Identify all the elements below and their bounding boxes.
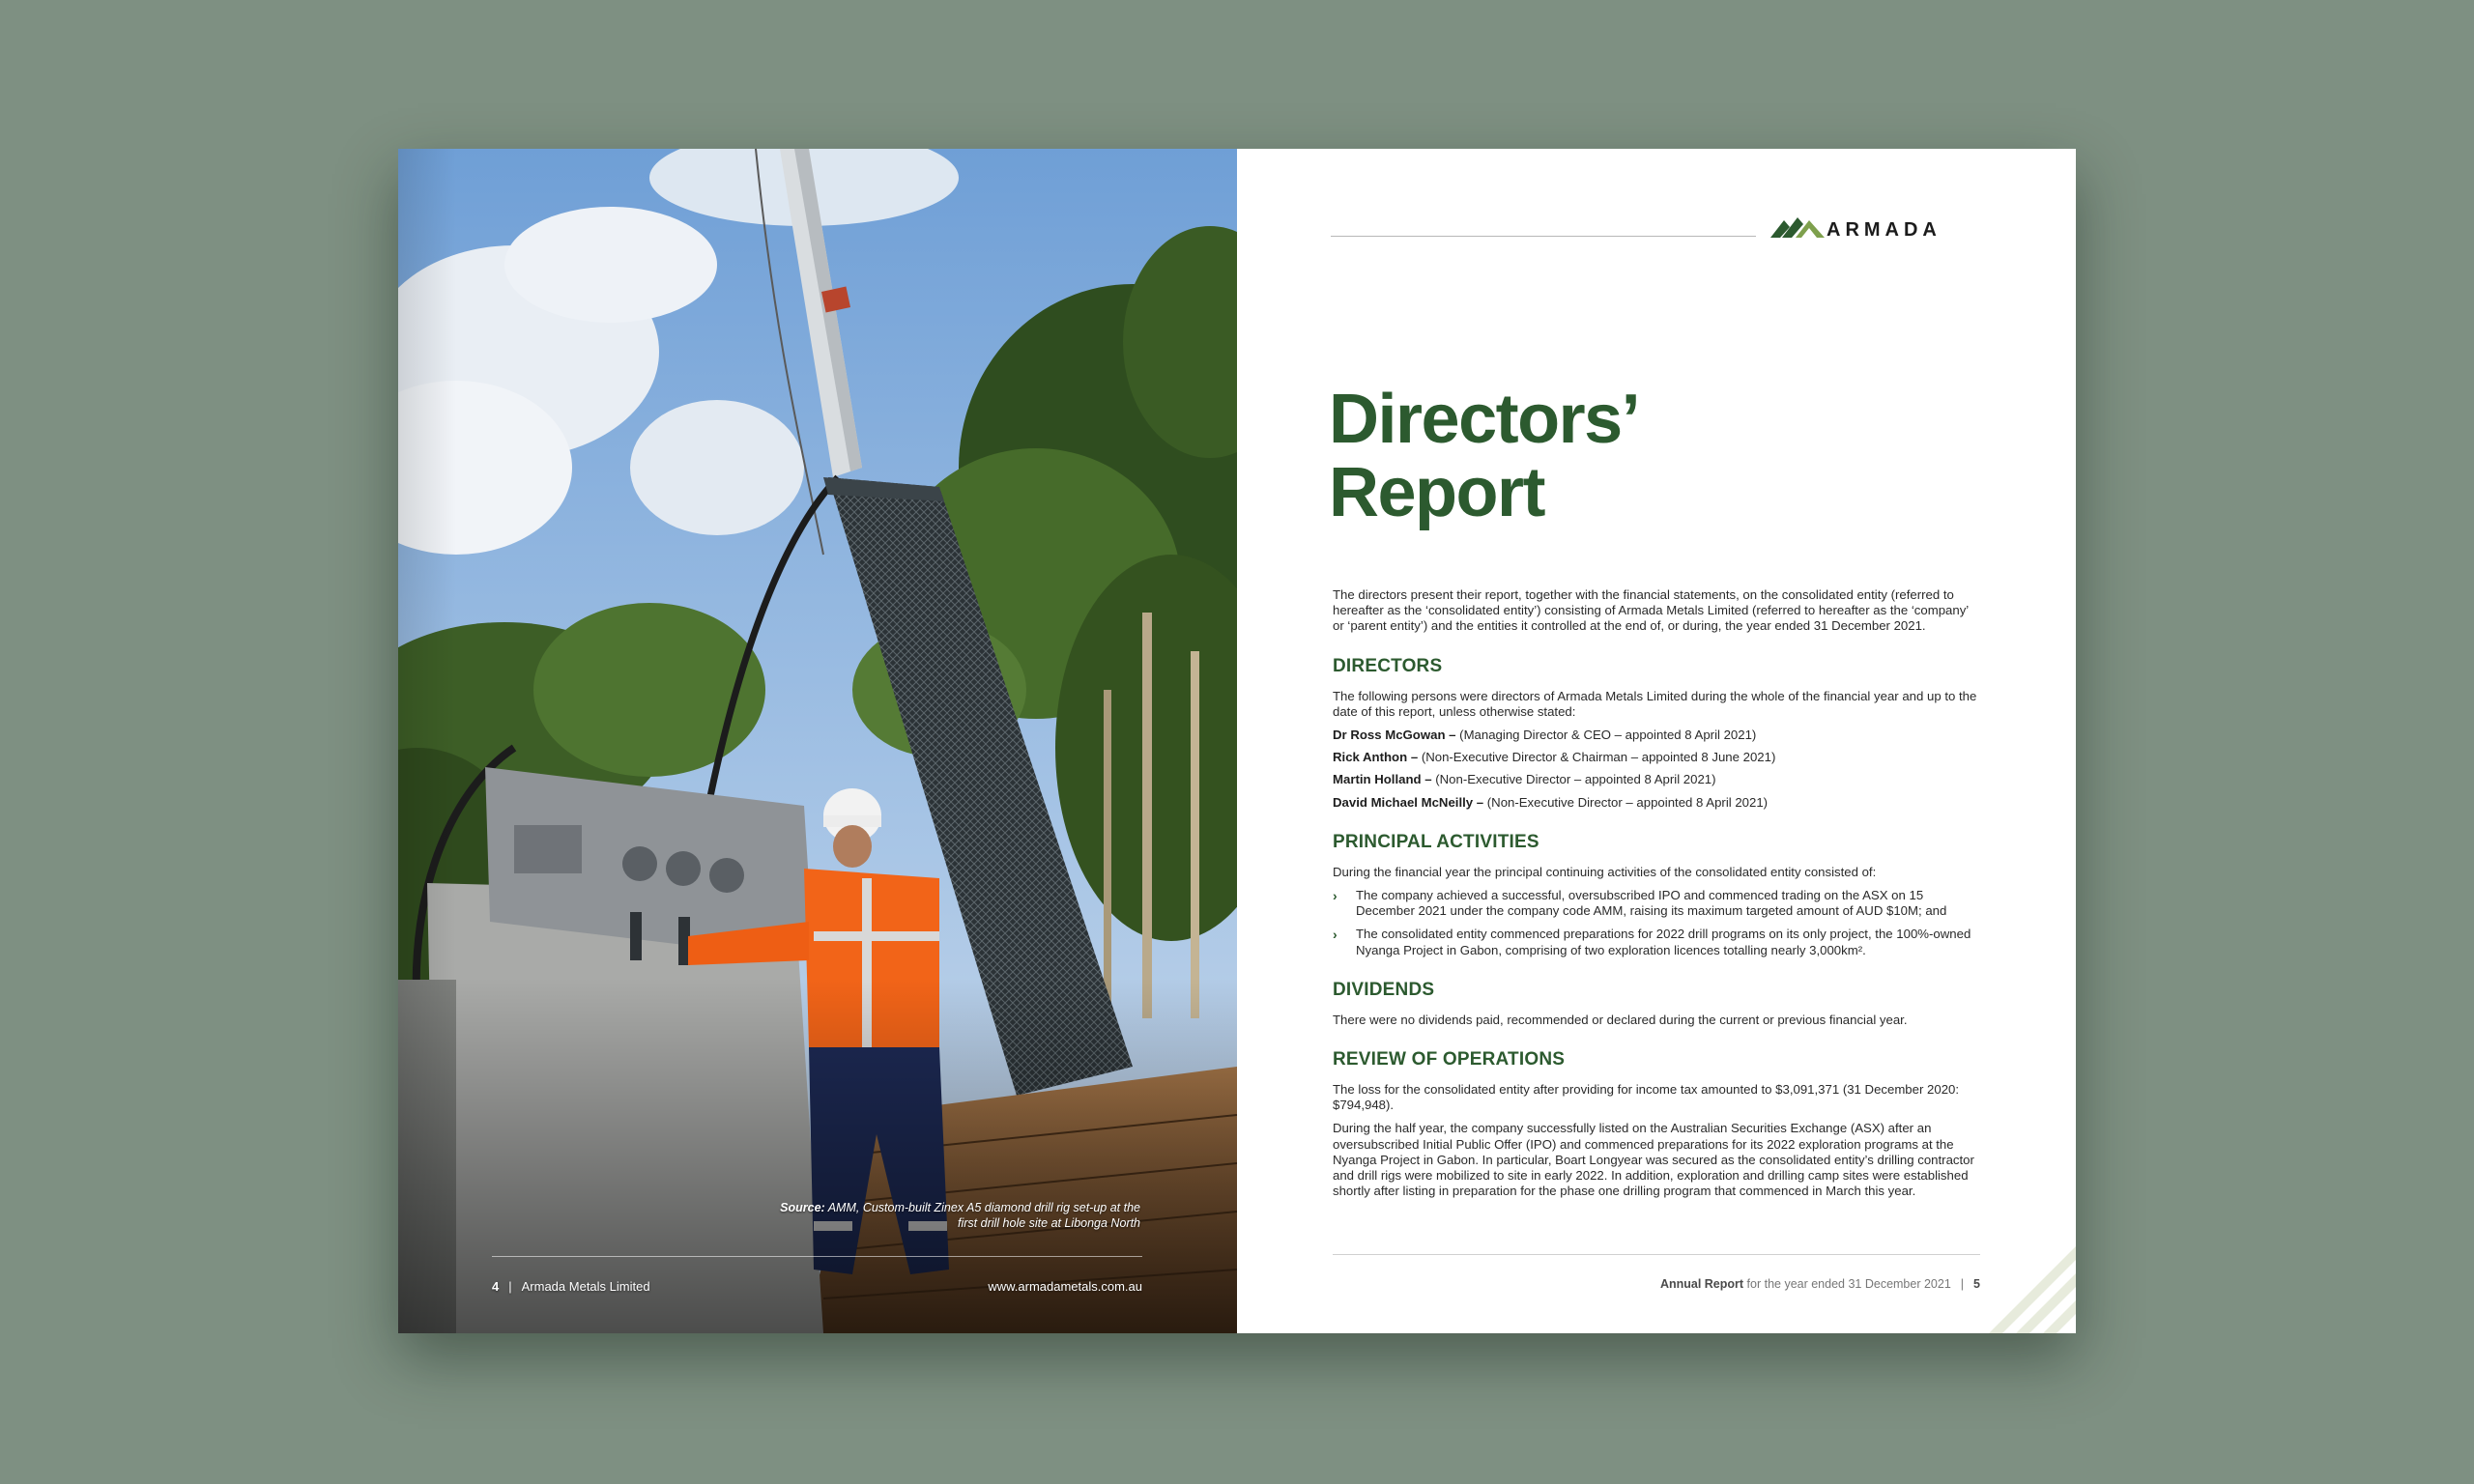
left-footer-rule (492, 1256, 1142, 1257)
intro-paragraph: The directors present their report, together with the financial statements, on the consolidated entity (referred to hereafter as the ‘consolidated entity’) consisting of Armada Metals Limited (referred to hereafter as the ‘company’ or ‘parent entity’) and the entities it controlled at the end of, or during, the year ended 31 December 2021. (1333, 587, 1969, 634)
director-name: David Michael McNeilly – (1333, 794, 1484, 810)
chevron-right-icon: › (1333, 888, 1338, 904)
caption-source: Source: (780, 1201, 825, 1214)
director-name: Rick Anthon – (1333, 750, 1419, 765)
review-paragraph-1: The loss for the consolidated entity after providing for income tax amounted to $3,091,371 (31 December 2020: $794,948). (1333, 1082, 1960, 1113)
chevron-right-icon: › (1333, 927, 1338, 943)
director-item (1333, 750, 1980, 765)
report-body (1333, 587, 1980, 1207)
director-role: (Non-Executive Director – appointed 8 April 2021) (1483, 794, 1769, 810)
dividends-text: There were no dividends paid, recommended or declared during the current or previous financial year. (1333, 1012, 1908, 1027)
header-rule (1331, 236, 1756, 237)
drill-rig-photo (398, 149, 1237, 1333)
logo-wordmark: ARMADA (1827, 219, 1942, 241)
right-page-number: 5 (1973, 1277, 1980, 1291)
review-heading: REVIEW OF OPERATIONS (1333, 1049, 1566, 1070)
mountain-logo-icon (1770, 213, 1825, 242)
director-item (1333, 728, 1980, 743)
director-item (1333, 772, 1980, 787)
right-footer-separator: | (1960, 1277, 1965, 1291)
principal-activities-heading: PRINCIPAL ACTIVITIES (1333, 831, 1539, 852)
photo-caption (773, 1200, 1140, 1231)
director-role: (Non-Executive Director – appointed 8 April 2021) (1431, 772, 1716, 787)
director-role: (Non-Executive Director & Chairman – appointed 8 June 2021) (1418, 750, 1776, 765)
director-name: Dr Ross McGowan – (1333, 728, 1456, 743)
left-footer (492, 1279, 1142, 1298)
left-page (398, 149, 1237, 1333)
review-paragraph-2: During the half year, the company successfully listed on the Australian Securities Exchange (ASX) after an oversubscribed Initial Public Offer (IPO) and commenced preparations for its 2022 exploration programs at the Nyanga Project in Gabon. In particular, Boart Longyear was secured as the consolidated entity’s drilling contractor and drill rigs were mobilized to site in early 2022. In addition, exploration and drilling camp sites were established shortly after listing in preparation for the phase one drilling program that commenced in March this year. (1333, 1121, 1974, 1199)
caption-text: AMM, Custom-built Zinex A5 diamond drill rig set-up at the first drill hole site at Libonga North (827, 1201, 1140, 1230)
left-footer-separator: | (508, 1279, 512, 1294)
left-footer-website: www.armadametals.com.au (988, 1279, 1142, 1294)
left-footer-company: Armada Metals Limited (521, 1279, 650, 1294)
directors-intro: The following persons were directors of Armada Metals Limited during the whole of the financial year and up to the date of this report, unless otherwise stated: (1333, 688, 1977, 719)
left-page-number: 4 (492, 1279, 500, 1294)
bullet-text: The company achieved a successful, oversubscribed IPO and commenced trading on the ASX on 15 December 2021 under the company code AMM, raising its maximum targeted amount of AUD $10M; and (1356, 888, 1947, 919)
principal-intro: During the financial year the principal continuing activities of the consolidated entity consisted of: (1333, 864, 1877, 879)
title-line-2: Report (1329, 454, 1544, 531)
title-line-1: Directors’ (1329, 381, 1640, 458)
page-title (1329, 383, 1639, 529)
right-footer-rule (1333, 1254, 1980, 1255)
dividends-heading: DIVIDENDS (1333, 979, 1435, 1000)
footer-report-title: Annual Report (1659, 1277, 1744, 1291)
bullet-item (1333, 927, 1980, 957)
page-fold-shadow (398, 149, 456, 1333)
directors-heading: DIRECTORS (1333, 655, 1443, 676)
bullet-item (1333, 888, 1980, 919)
bullet-text: The consolidated entity commenced preparations for 2022 drill programs on its only project, the 100%-owned Nyanga Project in Gabon, comprising of two exploration licences totalling nearly 3,000km². (1356, 927, 1971, 957)
report-spread (398, 149, 2076, 1333)
corner-stripes-decoration (1970, 1227, 2076, 1333)
right-page (1237, 149, 2076, 1333)
footer-report-period: for the year ended 31 December 2021 (1743, 1277, 1951, 1291)
right-footer (1660, 1277, 1980, 1291)
director-role: (Managing Director & CEO – appointed 8 April 2021) (1455, 728, 1757, 743)
director-name: Martin Holland – (1333, 772, 1432, 787)
director-item (1333, 795, 1980, 811)
